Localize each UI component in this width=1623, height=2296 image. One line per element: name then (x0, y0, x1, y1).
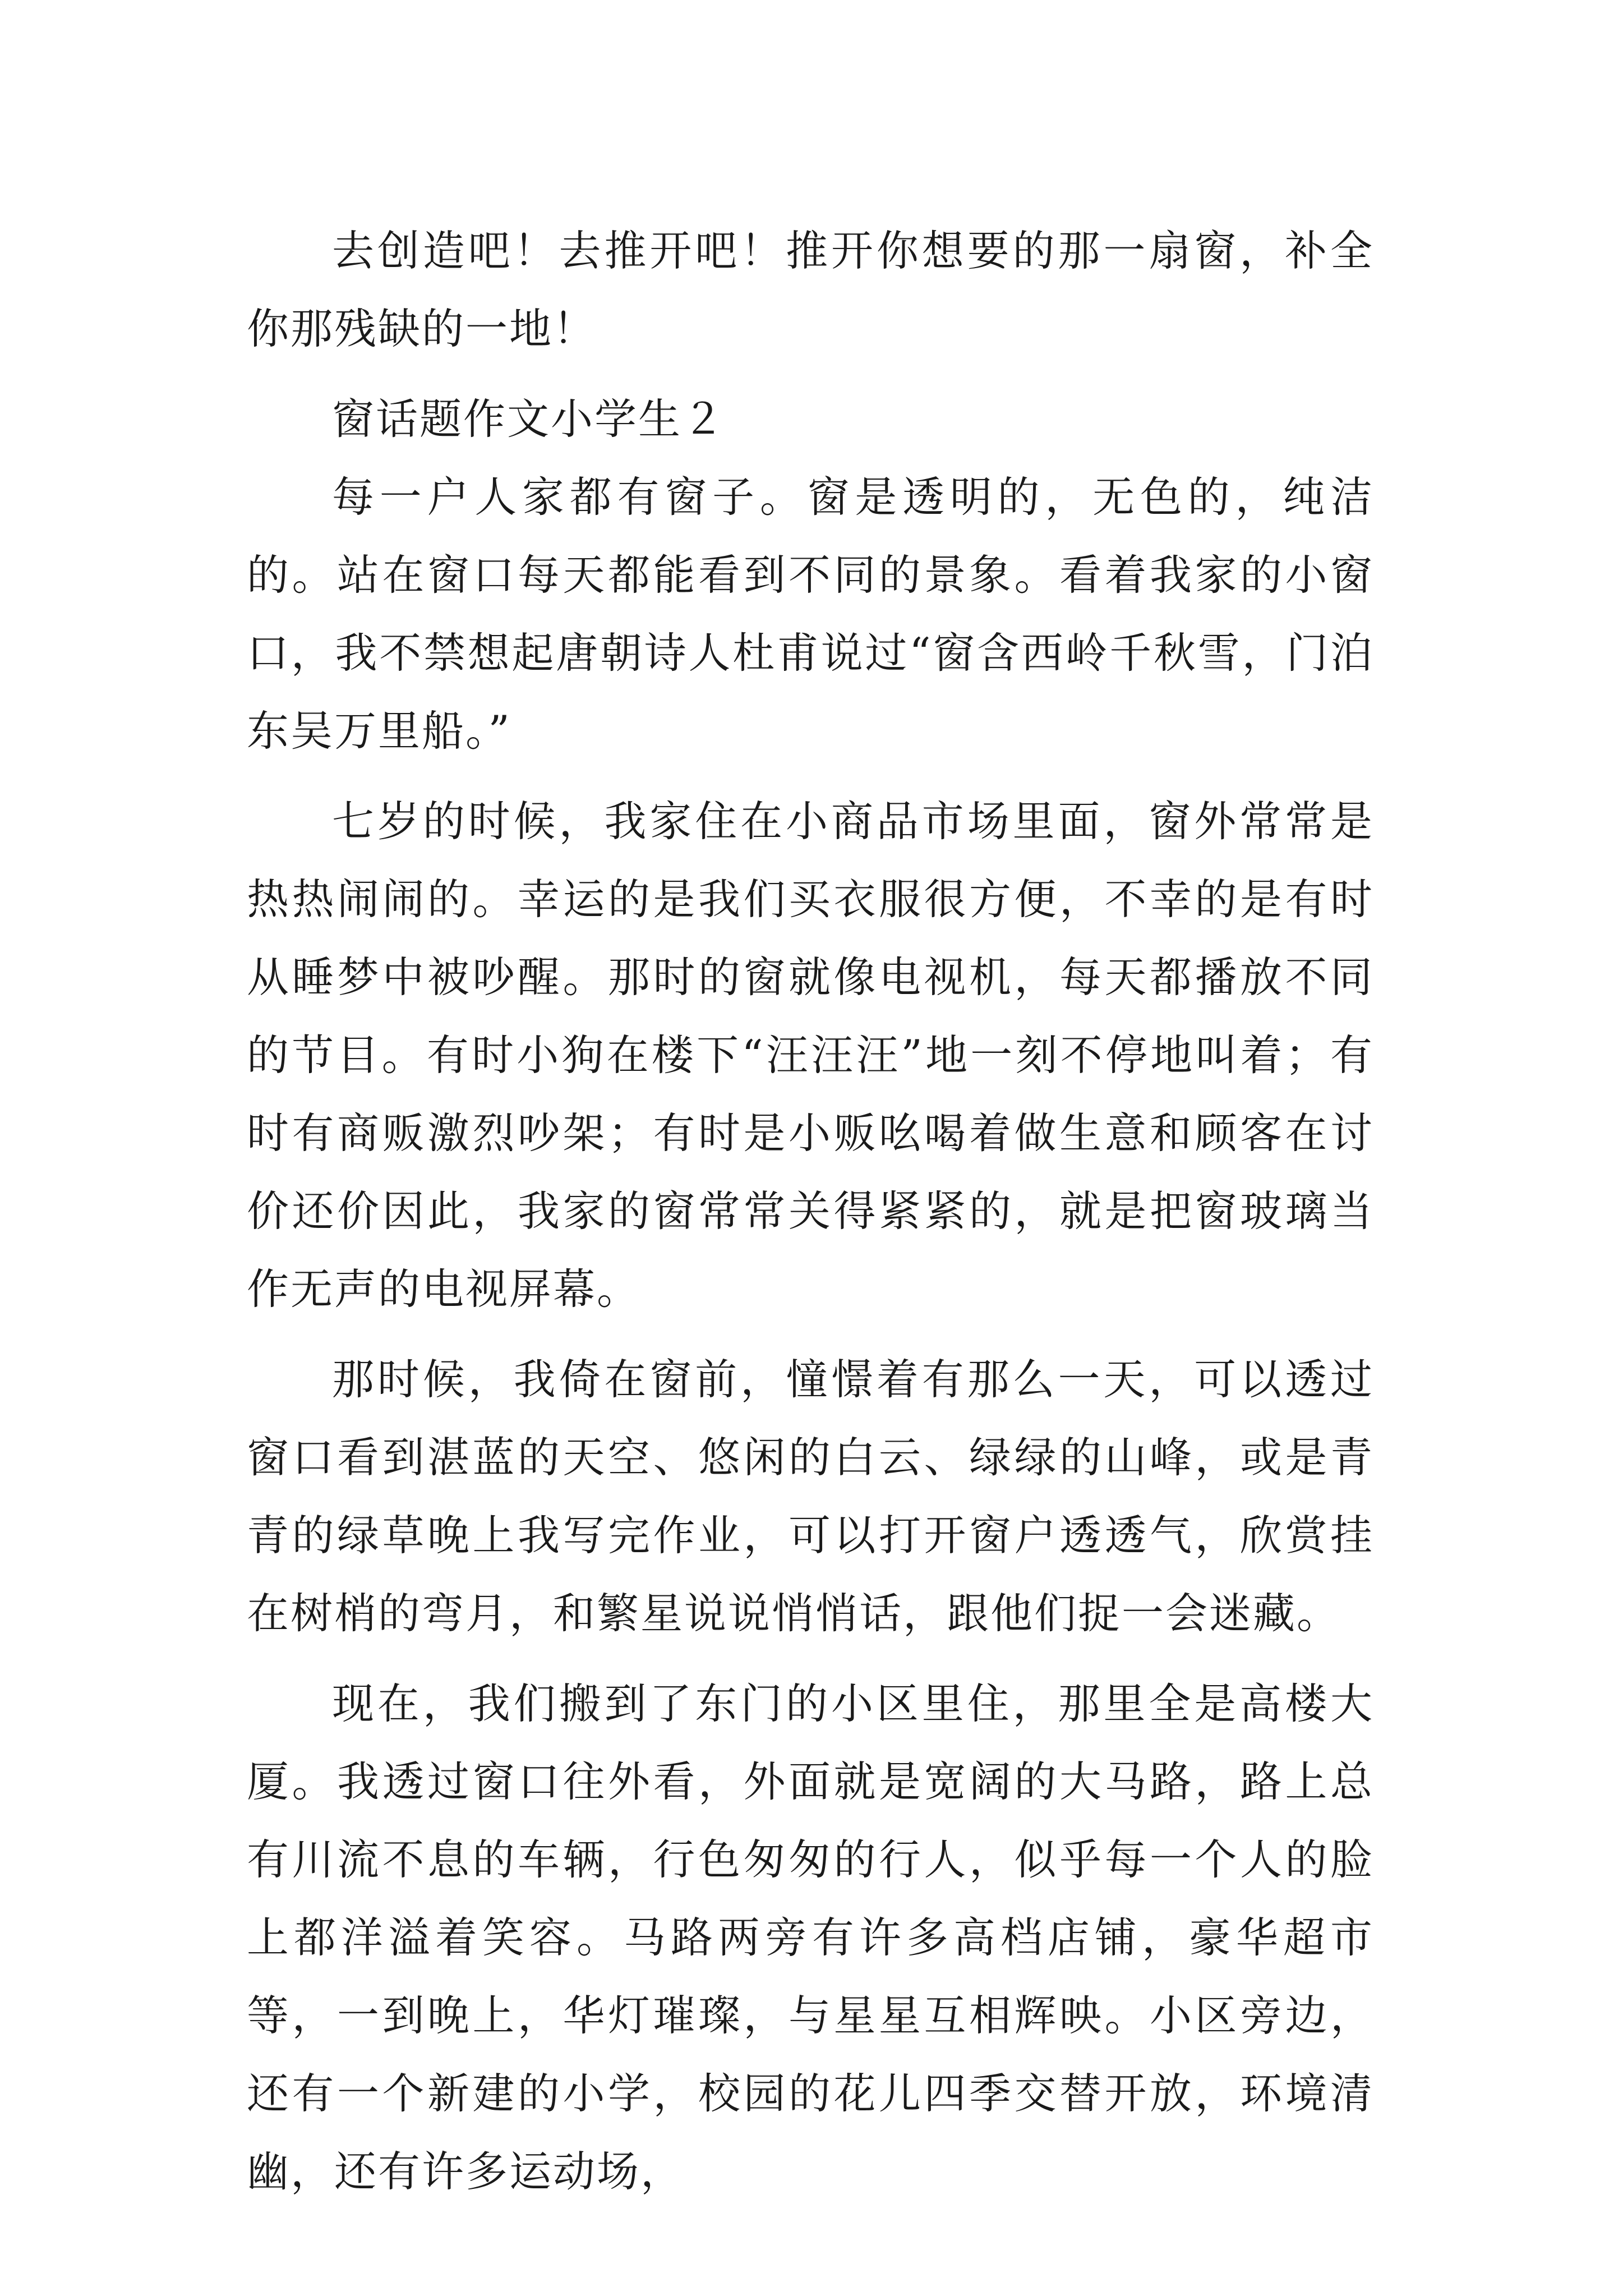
paragraph-longing: 那时候，我倚在窗前，憧憬着有那么一天，可以透过窗口看到湛蓝的天空、悠闲的白云、绿绿的山峰，或是青青的绿草晚上我写完作业，可以打开窗户透透气，欣赏挂在树梢的弯月，和繁星说说悄悄话，跟他们捉一会迷藏。 (247, 1355, 1374, 1638)
section-heading: 窗话题作文小学生２ (332, 394, 726, 444)
document-body (247, 212, 1374, 2223)
paragraph-intro: 每一户人家都有窗子。窗是透明的，无色的，纯洁的。站在窗口每天都能看到不同的景象。看着我家的小窗口，我不禁想起唐朝诗人杜甫说过“窗含西岭千秋雪，门泊东吴万里船。” (247, 472, 1374, 756)
paragraph-childhood: 七岁的时候，我家住在小商品市场里面，窗外常常是热热闹闹的。幸运的是我们买衣服很方便，不幸的是有时从睡梦中被吵醒。那时的窗就像电视机，每天都播放不同的节目。有时小狗在楼下“汪汪汪”地一刻不停地叫着；有时有商贩激烈吵架；有时是小贩吆喝着做生意和顾客在讨价还价因此，我家的窗常常关得紧紧的，就是把窗玻璃当作无声的电视屏幕。 (247, 797, 1374, 1314)
paragraph-closing: 去创造吧！去推开吧！推开你想要的那一扇窗，补全你那残缺的一地！ (247, 226, 1374, 353)
paragraph-present: 现在，我们搬到了东门的小区里住，那里全是高楼大厦。我透过窗口往外看，外面就是宽阔的大马路，路上总有川流不息的车辆，行色匆匆的行人，似乎每一个人的脸上都洋溢着笑容。马路两旁有许多高档店铺，豪华超市等，一到晚上，华灯璀璨，与星星互相辉映。小区旁边，还有一个新建的小学，校园的花儿四季交替开放，环境清幽，还有许多运动场， (247, 1679, 1374, 2196)
